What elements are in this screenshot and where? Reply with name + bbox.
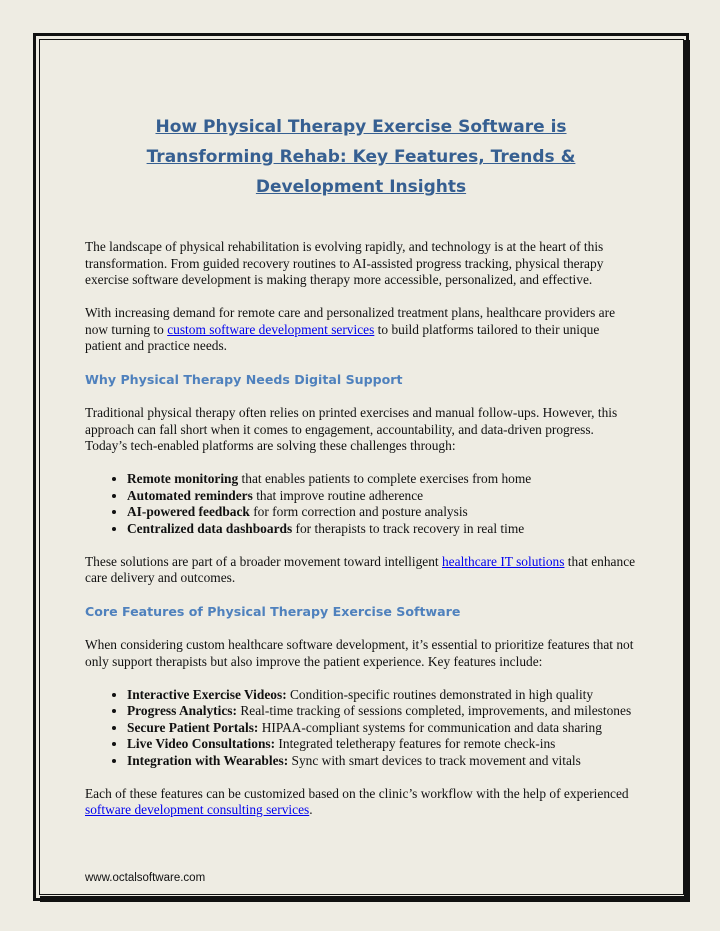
- section2-p2-text-after: .: [309, 802, 313, 817]
- list-item-bold: Interactive Exercise Videos:: [127, 686, 287, 702]
- page-shadow-right: [684, 40, 690, 902]
- footer-url: www.octalsoftware.com: [85, 872, 206, 884]
- intro-paragraph-1: The landscape of physical rehabilitation is evolving rapidly, and technology is at the heart of this transformation. From guided recovery routines to AI-assisted progress tracking, physical therapy exercise software development is making therapy more accessible, personalized, and effective.: [85, 239, 604, 287]
- section1-bullet-list: [85, 471, 637, 537]
- healthcare-it-solutions-link[interactable]: healthcare IT solutions: [441, 553, 565, 569]
- section2-bullet-list: [85, 687, 637, 770]
- list-item-text: Sync with smart devices to track movement and vitals: [288, 752, 581, 768]
- list-item: [127, 504, 637, 521]
- list-item-text: Integrated teletherapy features for remote check-ins: [275, 736, 556, 751]
- list-item-bold: Integration with Wearables:: [127, 752, 289, 768]
- section1-paragraph-1: Traditional physical therapy often relies on printed exercises and manual follow-ups. However, this approach can fall short when it comes to engagement, accountability, and data-driven progress. Today’s tech-enabled platforms are solving these challenges through:: [85, 405, 618, 453]
- section2-p2-text-before: Each of these features can be customized based on the clinic’s workflow with the help of experienced: [85, 785, 629, 801]
- list-item-bold: Centralized data dashboards: [127, 520, 293, 536]
- list-item: [127, 521, 637, 538]
- list-item-text: for therapists to track recovery in real time: [292, 520, 525, 536]
- intro-p2-text-before: With increasing demand for remote care and personalized treatment plans, healthcare providers are now turning to: [85, 305, 616, 337]
- section1-heading: Why Physical Therapy Needs Digital Support: [85, 372, 403, 387]
- custom-software-development-link[interactable]: custom software development services: [167, 321, 375, 337]
- page-shadow-bottom: [40, 896, 690, 902]
- intro-paragraph-2: [85, 305, 637, 355]
- list-item-text: HIPAA-compliant systems for communication and data sharing: [258, 719, 602, 735]
- section2-paragraph-2: [85, 786, 637, 819]
- list-item-bold: Automated reminders: [127, 487, 253, 503]
- list-item-bold: Secure Patient Portals:: [127, 719, 259, 735]
- list-item-bold: Remote monitoring: [127, 471, 239, 486]
- list-item-text: that improve routine adherence: [252, 487, 424, 503]
- section1-paragraph-2: [85, 554, 637, 587]
- list-item: [127, 736, 637, 753]
- list-item-text: that enables patients to complete exercises from home: [238, 471, 532, 486]
- list-item: [127, 687, 637, 704]
- list-item: [127, 720, 637, 737]
- list-item-text: Condition-specific routines demonstrated in high quality: [286, 686, 594, 702]
- section1-p2-text-after: that enhance care delivery and outcomes.: [85, 553, 636, 585]
- list-item: [127, 753, 637, 770]
- list-item-text: Real-time tracking of sessions completed, improvements, and milestones: [236, 703, 632, 718]
- list-item-bold: Live Video Consultations:: [127, 736, 276, 751]
- list-item-text: for form correction and posture analysis: [249, 504, 468, 519]
- section2-paragraph-1: When considering custom healthcare software development, it’s essential to prioritize features that not only support therapists but also improve the patient experience. Key features include:: [85, 637, 634, 669]
- intro-p2-text-after: to build platforms tailored to their unique patient and practice needs.: [85, 321, 600, 353]
- list-item: [127, 488, 637, 505]
- section2-heading: Core Features of Physical Therapy Exercise Software: [85, 604, 461, 619]
- document-content: [85, 112, 637, 835]
- list-item: [127, 471, 637, 488]
- section1-p2-text-before: These solutions are part of a broader movement toward intelligent: [85, 553, 442, 569]
- list-item: [127, 703, 637, 720]
- list-item-bold: Progress Analytics:: [127, 703, 237, 718]
- document-title: How Physical Therapy Exercise Software is Transforming Rehab: Key Features, Trends & Development Insights: [146, 117, 576, 197]
- software-consulting-link[interactable]: software development consulting services: [85, 802, 310, 817]
- list-item-bold: AI-powered feedback: [127, 504, 250, 519]
